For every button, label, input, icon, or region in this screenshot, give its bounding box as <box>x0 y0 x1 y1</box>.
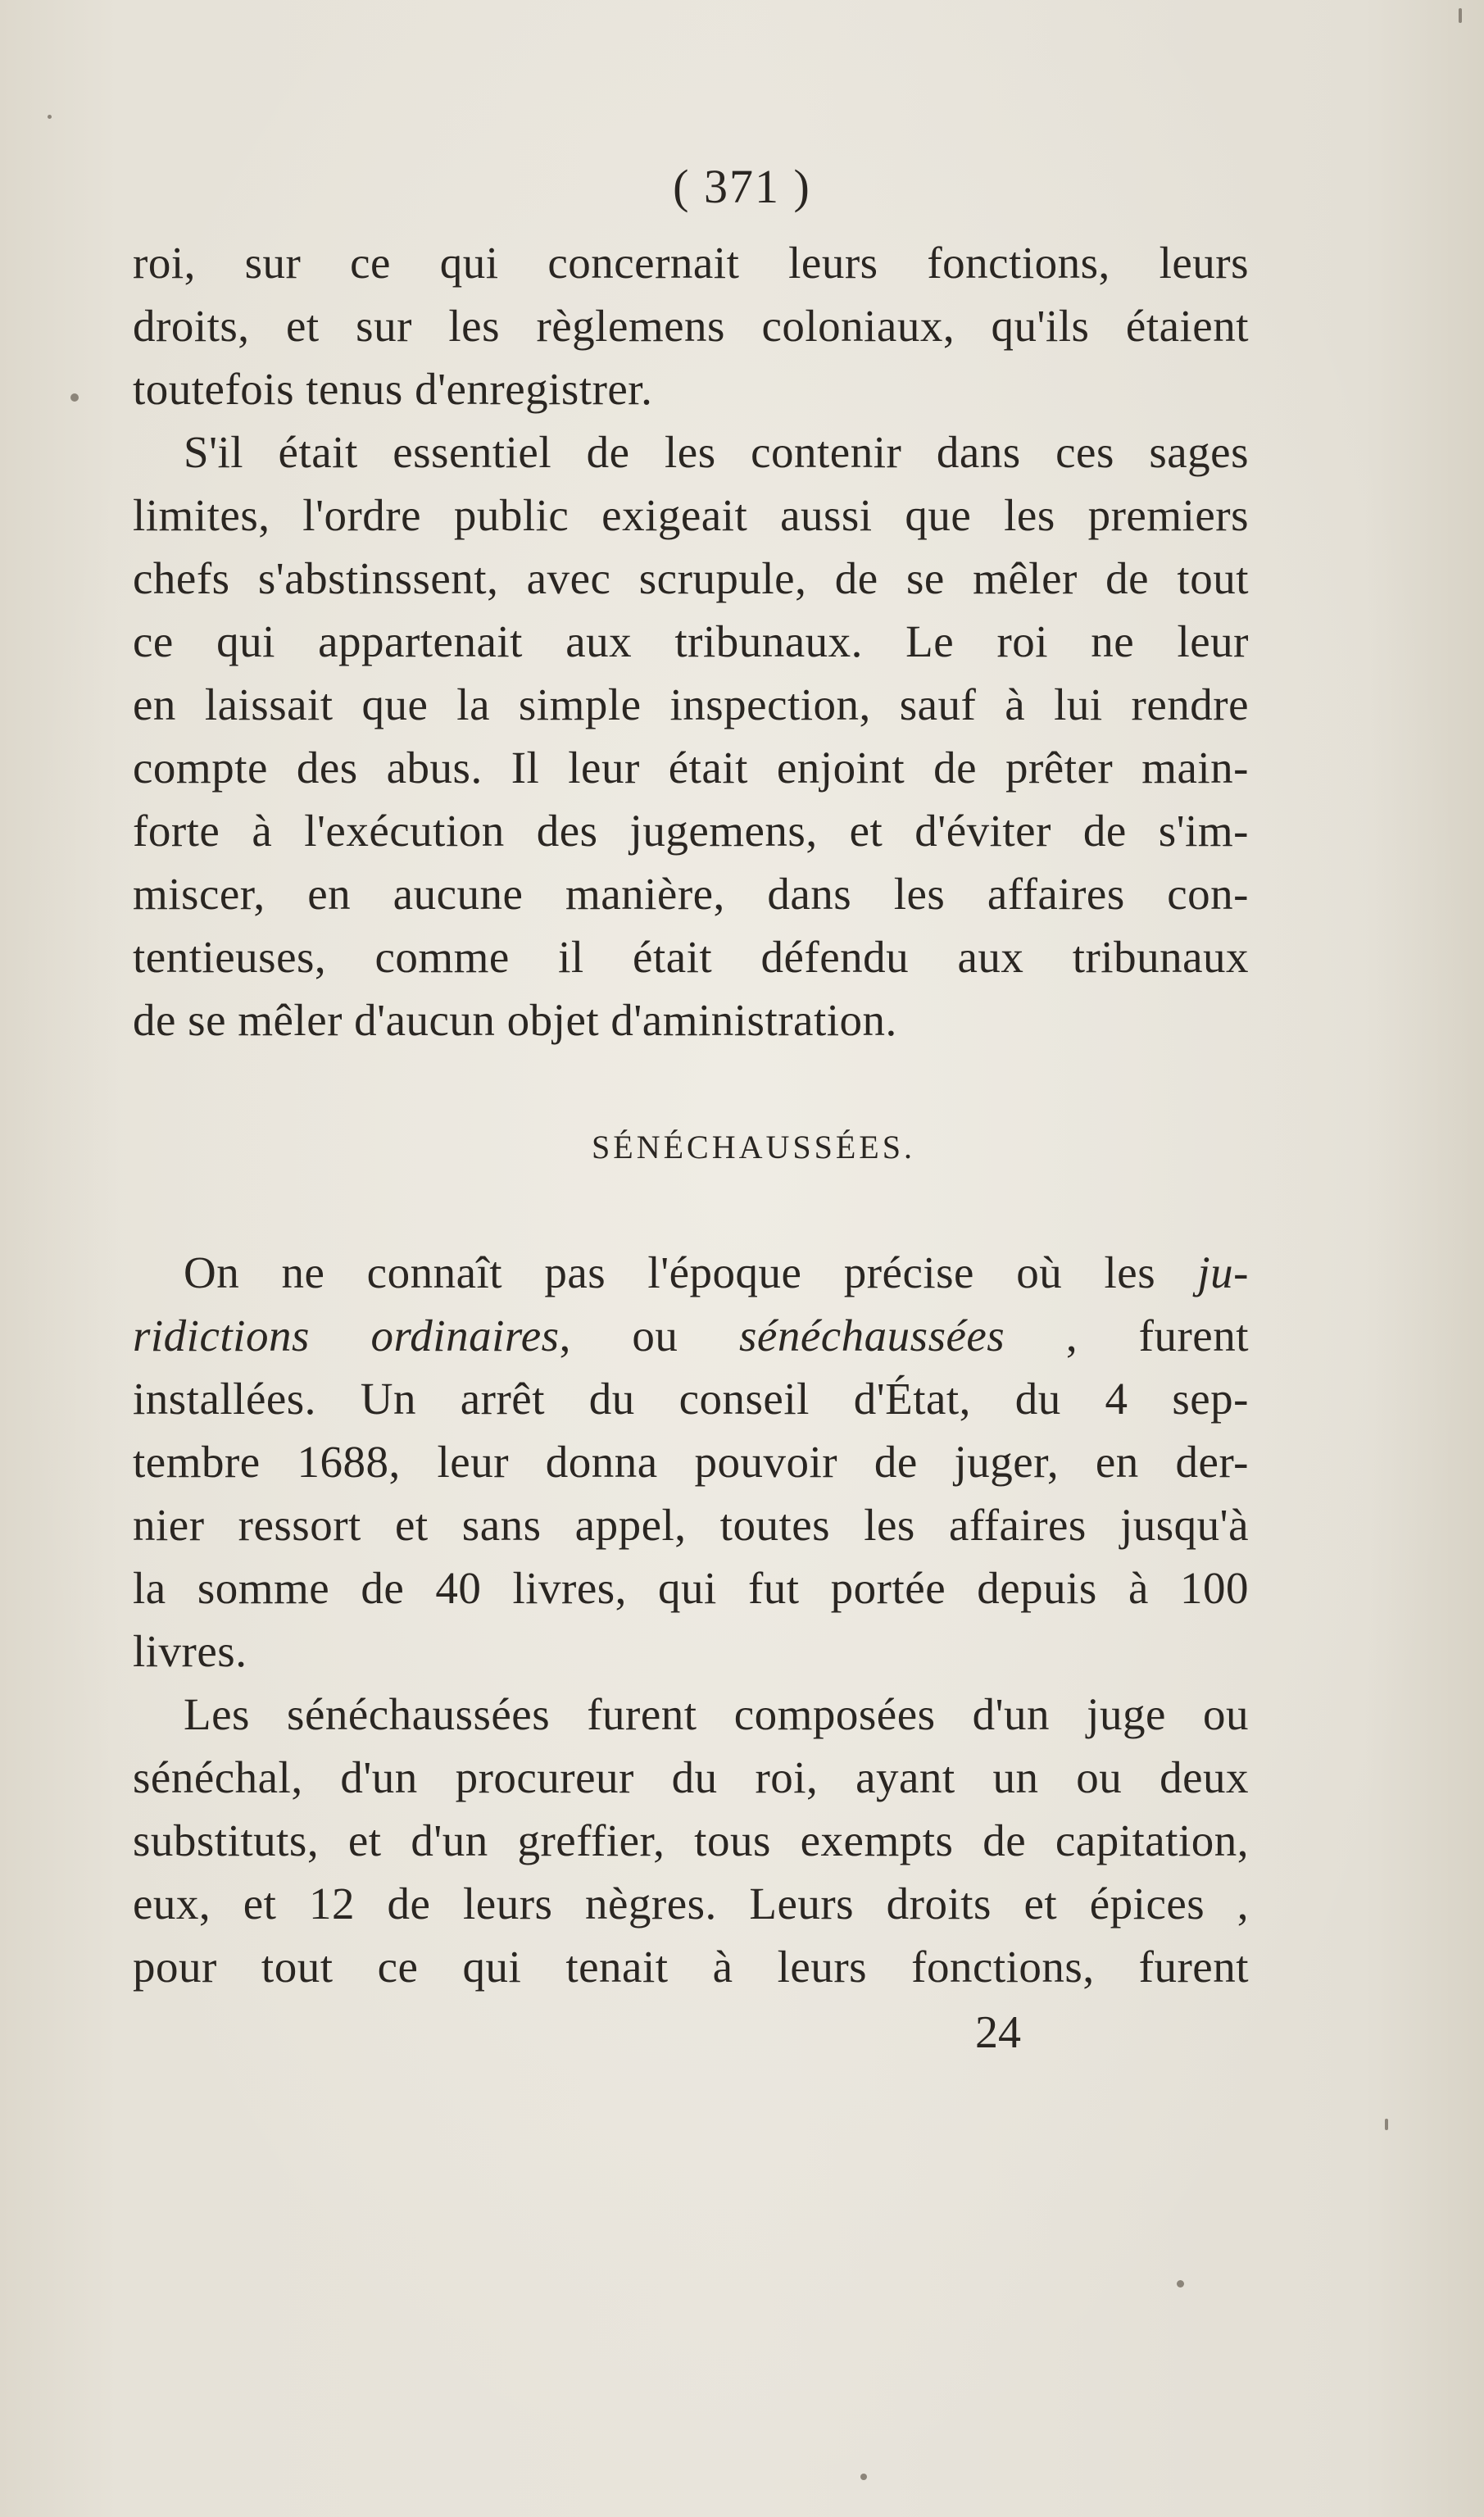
paper-speck <box>48 115 52 119</box>
text-line: roi, sur ce qui concernait leurs fonctions, leurs <box>133 238 1249 288</box>
text-line: pour tout ce qui tenait à leurs fonctions, furent <box>133 1942 1249 1992</box>
text-line: sénéchal, d'un procureur du roi, ayant un ou deux <box>133 1752 1249 1802</box>
text-line: forte à l'exécution des jugemens, et d'éviter de s'im- <box>133 806 1249 856</box>
text-block-middle <box>133 1241 1249 1683</box>
text-line: la somme de 40 livres, qui fut portée depuis à 100 <box>133 1563 1249 1613</box>
text-line: droits, et sur les règlemens coloniaux, qu'ils étaient <box>133 301 1249 351</box>
text-line: tembre 1688, leur donna pouvoir de juger, en der- <box>133 1437 1249 1487</box>
text-line <box>133 1241 1249 1304</box>
text-line: livres. <box>133 1626 247 1676</box>
text-line: tentieuses, comme il était défendu aux tribunaux <box>133 932 1249 982</box>
text-line <box>133 1304 1249 1367</box>
paper-speck <box>1385 2119 1388 2130</box>
text-line: limites, l'ordre public exigeait aussi que les premiers <box>133 490 1249 540</box>
text-line: en laissait que la simple inspection, sauf à lui rendre <box>133 679 1249 729</box>
signature-mark: 24 <box>975 2007 1021 2058</box>
paper-speck <box>860 2474 867 2480</box>
text-line: miscer, en aucune manière, dans les affaires con- <box>133 869 1249 919</box>
paper-speck <box>1459 8 1462 23</box>
text-run: On ne connaît pas l'époque précise où les <box>184 1247 1198 1297</box>
italic-term: ridictions ordinaires <box>133 1311 560 1361</box>
paper-speck <box>70 393 79 402</box>
text-block-bottom <box>133 1683 1249 1998</box>
text-run: , furent <box>1005 1311 1250 1361</box>
text-run: , ou <box>559 1311 740 1361</box>
text-line: substituts, et d'un greffier, tous exempts de capitation, <box>133 1815 1249 1865</box>
text-line: eux, et 12 de leurs nègres. Leurs droits et épices , <box>133 1879 1249 1929</box>
text-line: nier ressort et sans appel, toutes les affaires jusqu'à <box>133 1500 1249 1550</box>
paper-speck <box>1177 2280 1184 2288</box>
italic-term: ju- <box>1197 1247 1249 1297</box>
page-number: ( 371 ) <box>673 160 811 213</box>
text-line: compte des abus. Il leur était enjoint de prêter main- <box>133 743 1249 793</box>
text-block-top <box>133 231 1249 1052</box>
text-line: ce qui appartenait aux tribunaux. Le roi ne leur <box>133 616 1249 666</box>
text-line: de se mêler d'aucun objet d'aministration. <box>133 995 897 1045</box>
text-line: S'il était essentiel de les contenir dans ces sages <box>184 427 1249 477</box>
text-line: Les sénéchaussées furent composées d'un juge ou <box>184 1689 1249 1739</box>
italic-term: sénéchaussées <box>739 1311 1005 1361</box>
text-line: toutefois tenus d'enregistrer. <box>133 364 653 414</box>
text-line: chefs s'abstinssent, avec scrupule, de se mêler de tout <box>133 553 1249 603</box>
section-heading: SÉNÉCHAUSSÉES. <box>592 1129 915 1165</box>
text-line: installées. Un arrêt du conseil d'État, du 4 sep- <box>133 1374 1249 1424</box>
